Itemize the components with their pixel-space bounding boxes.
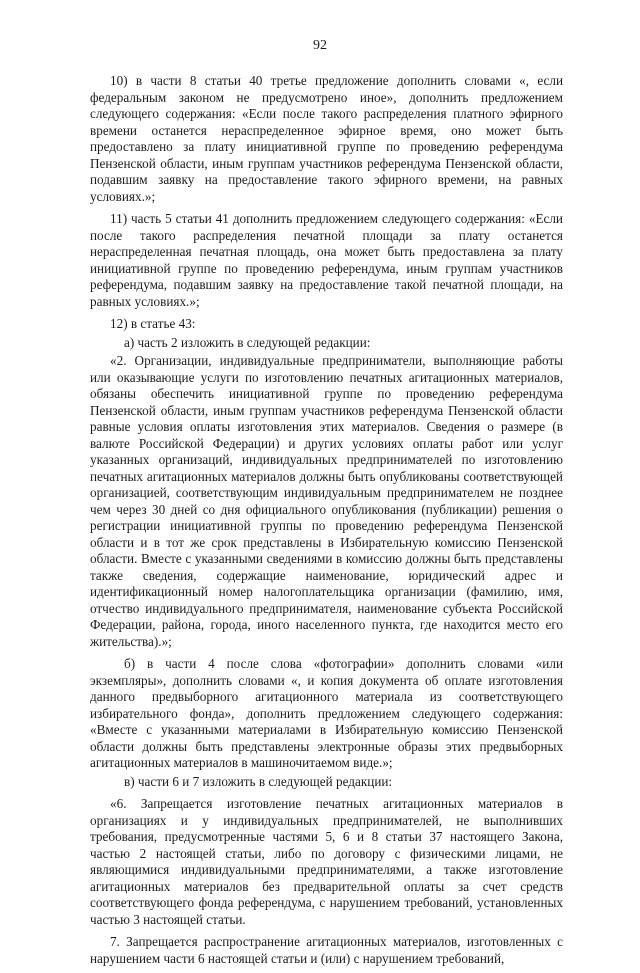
paragraph-part-6-text: «6. Запрещается изготовление печатных агитационных материалов в организациях и у индивидуальных предпринимателей, не выполнивших требования, предусмотренные частями 5, 6 и 8 статьи 37 настоящего Закона, частью 2 настоящей статьи, либо по договору с физическими лицами, не являющимися индивидуальными предпринимателями, а также изготовление агитационных материалов без предварительной оплаты за счет средств соответствующего фонда референдума, с нарушением требований, установленных частью 3 настоящей статьи. <box>90 796 563 927</box>
paragraph-item-11: 11) часть 5 статьи 41 дополнить предложением следующего содержания: «Если после такого распределения печатной площади за плату останется нераспределенная печатная площадь, она может быть предоставлена за плату инициативной группе по проведению референдума, иным группам участников референдума, подавшим заявку на предоставление такой печатной площади, на равных условиях.»; <box>90 211 563 309</box>
page-number: 92 <box>313 38 327 53</box>
document-body <box>90 73 563 973</box>
subitem-b: б) в части 4 после слова «фотографии» дополнить словами «или экземпляры», дополнить словами «, и копия документа об оплате изготовления данного предвыборного агитационного материала из соответствующего избирательного фонда», дополнить предложением следующего содержания: «Вместе с указанными материалами в Избирательную комиссию Пензенской области должны быть представлены электронные образы этих предвыборных агитационных материалов в машиночитаемом виде.»; <box>90 656 563 770</box>
paragraph-part-7-text: 7. Запрещается распространение агитационных материалов, изготовленных с нарушением части 6 настоящей статьи и (или) с нарушением требований, <box>90 934 563 966</box>
subitem-v: в) части 6 и 7 изложить в следующей редакции: <box>124 773 393 789</box>
paragraph-item-10: 10) в части 8 статьи 40 третье предложение дополнить словами «, если федеральным законом не предусмотрено иное», дополнить предложением следующего содержания: «Если после такого распределения платного эфирного времени останется нераспределенное эфирное время, оно может быть предоставлено за плату инициативной группе по проведению референдума Пензенской области, иным группам участников референдума Пензенской области, подавшим заявку на предоставление такого эфирного времени, на равных условиях.»; <box>90 73 563 204</box>
paragraph-item-12: 12) в статье 43: <box>110 316 196 331</box>
paragraph-part-2-text: «2. Организации, индивидуальные предприниматели, выполняющие работы или оказывающие услуги по изготовлению печатных агитационных материалов, обязаны обеспечить инициативной группе по проведению референдума Пензенской области, иным группам участников референдума Пензенской области равные условия оплаты изготовления этих материалов. Сведения о размере (в валюте Российской Федерации) и других условиях оплаты работ или услуг указанных организаций, индивидуальных предпринимателей по изготовлению печатных агитационных материалов должны быть опубликованы соответствующей организацией, соответствующим индивидуальным предпринимателем не позднее чем через 30 дней со дня официального опубликования (публикации) решения о регистрации инициативной группы по проведению референдума Пензенской области и в тот же срок представлены в Избирательную комиссию Пензенской области. Вместе с указанными сведениями в комиссию должны быть представлены также сведения, содержащие наименование, юридический адрес и идентификационный номер налогоплательщика организации (фамилию, имя, отчество индивидуального предпринимателя, наименование субъекта Российской Федерации, района, города, иного населенного пункта, где находится место его жительства).»; <box>90 353 563 649</box>
subitem-a: а) часть 2 изложить в следующей редакции: <box>124 334 371 350</box>
